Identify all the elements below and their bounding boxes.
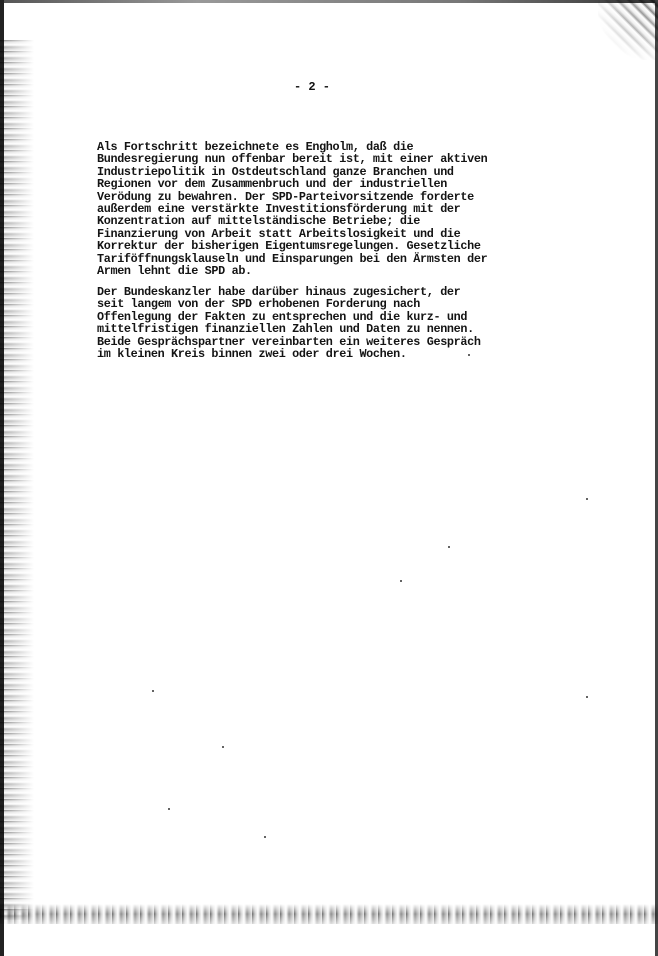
text-line: Armen lehnt die SPD ab.	[97, 264, 252, 279]
scan-corner-top-right	[598, 0, 658, 60]
text-line: Regionen vor dem Zusammenbruch und der industriellen	[97, 177, 447, 192]
text-line: Industriepolitik in Ostdeutschland ganze Branchen und	[97, 164, 454, 179]
text-line: Finanzierung von Arbeit statt Arbeitslosigkeit und die	[97, 226, 461, 241]
scan-edge-top	[0, 0, 658, 3]
scan-speck	[586, 696, 588, 698]
scan-edge-left	[0, 40, 34, 920]
scan-edge-bottom	[0, 904, 658, 924]
text-line: Bundesregierung nun offenbar bereit ist, mit einer aktiven	[97, 152, 488, 167]
text-line: Der Bundeskanzler habe darüber hinaus zugesichert, der	[97, 285, 461, 299]
text-line: Konzentration auf mittelständische Betriebe; die	[97, 214, 421, 229]
scan-speck	[264, 836, 266, 838]
scan-speck	[152, 690, 154, 692]
page-number: - 2 -	[294, 80, 331, 94]
paragraph-2	[97, 286, 537, 360]
text-line: mittelfristigen finanziellen Zahlen und Daten zu nennen.	[97, 322, 474, 337]
text-line: Als Fortschritt bezeichnete es Engholm, daß die	[97, 140, 414, 154]
text-line: Korrektur der bisherigen Eigentumsregelungen. Gesetzliche	[97, 239, 481, 254]
paragraph-1	[97, 141, 537, 277]
text-line: Offenlegung der Fakten zu entsprechen und die kurz- und	[97, 309, 468, 324]
scan-speck	[222, 746, 224, 748]
text-line: seit langem von der SPD erhobenen Forderung nach	[97, 297, 421, 312]
text-line: Tariföffnungsklauseln und Einsparungen bei den Ärmsten der	[97, 251, 488, 266]
text-line: außerdem eine verstärkte Investitionsförderung mit der	[97, 202, 461, 217]
text-line: im kleinen Kreis binnen zwei oder drei Wochen.	[97, 347, 407, 362]
text-line: Verödung zu bewahren. Der SPD-Parteivorsitzende forderte	[97, 189, 474, 204]
scan-speck	[168, 808, 170, 810]
text-line: Beide Gesprächspartner vereinbarten ein weiteres Gespräch	[97, 334, 481, 349]
scan-speck	[400, 580, 402, 582]
scan-speck	[586, 498, 588, 500]
scan-speck	[448, 546, 450, 548]
